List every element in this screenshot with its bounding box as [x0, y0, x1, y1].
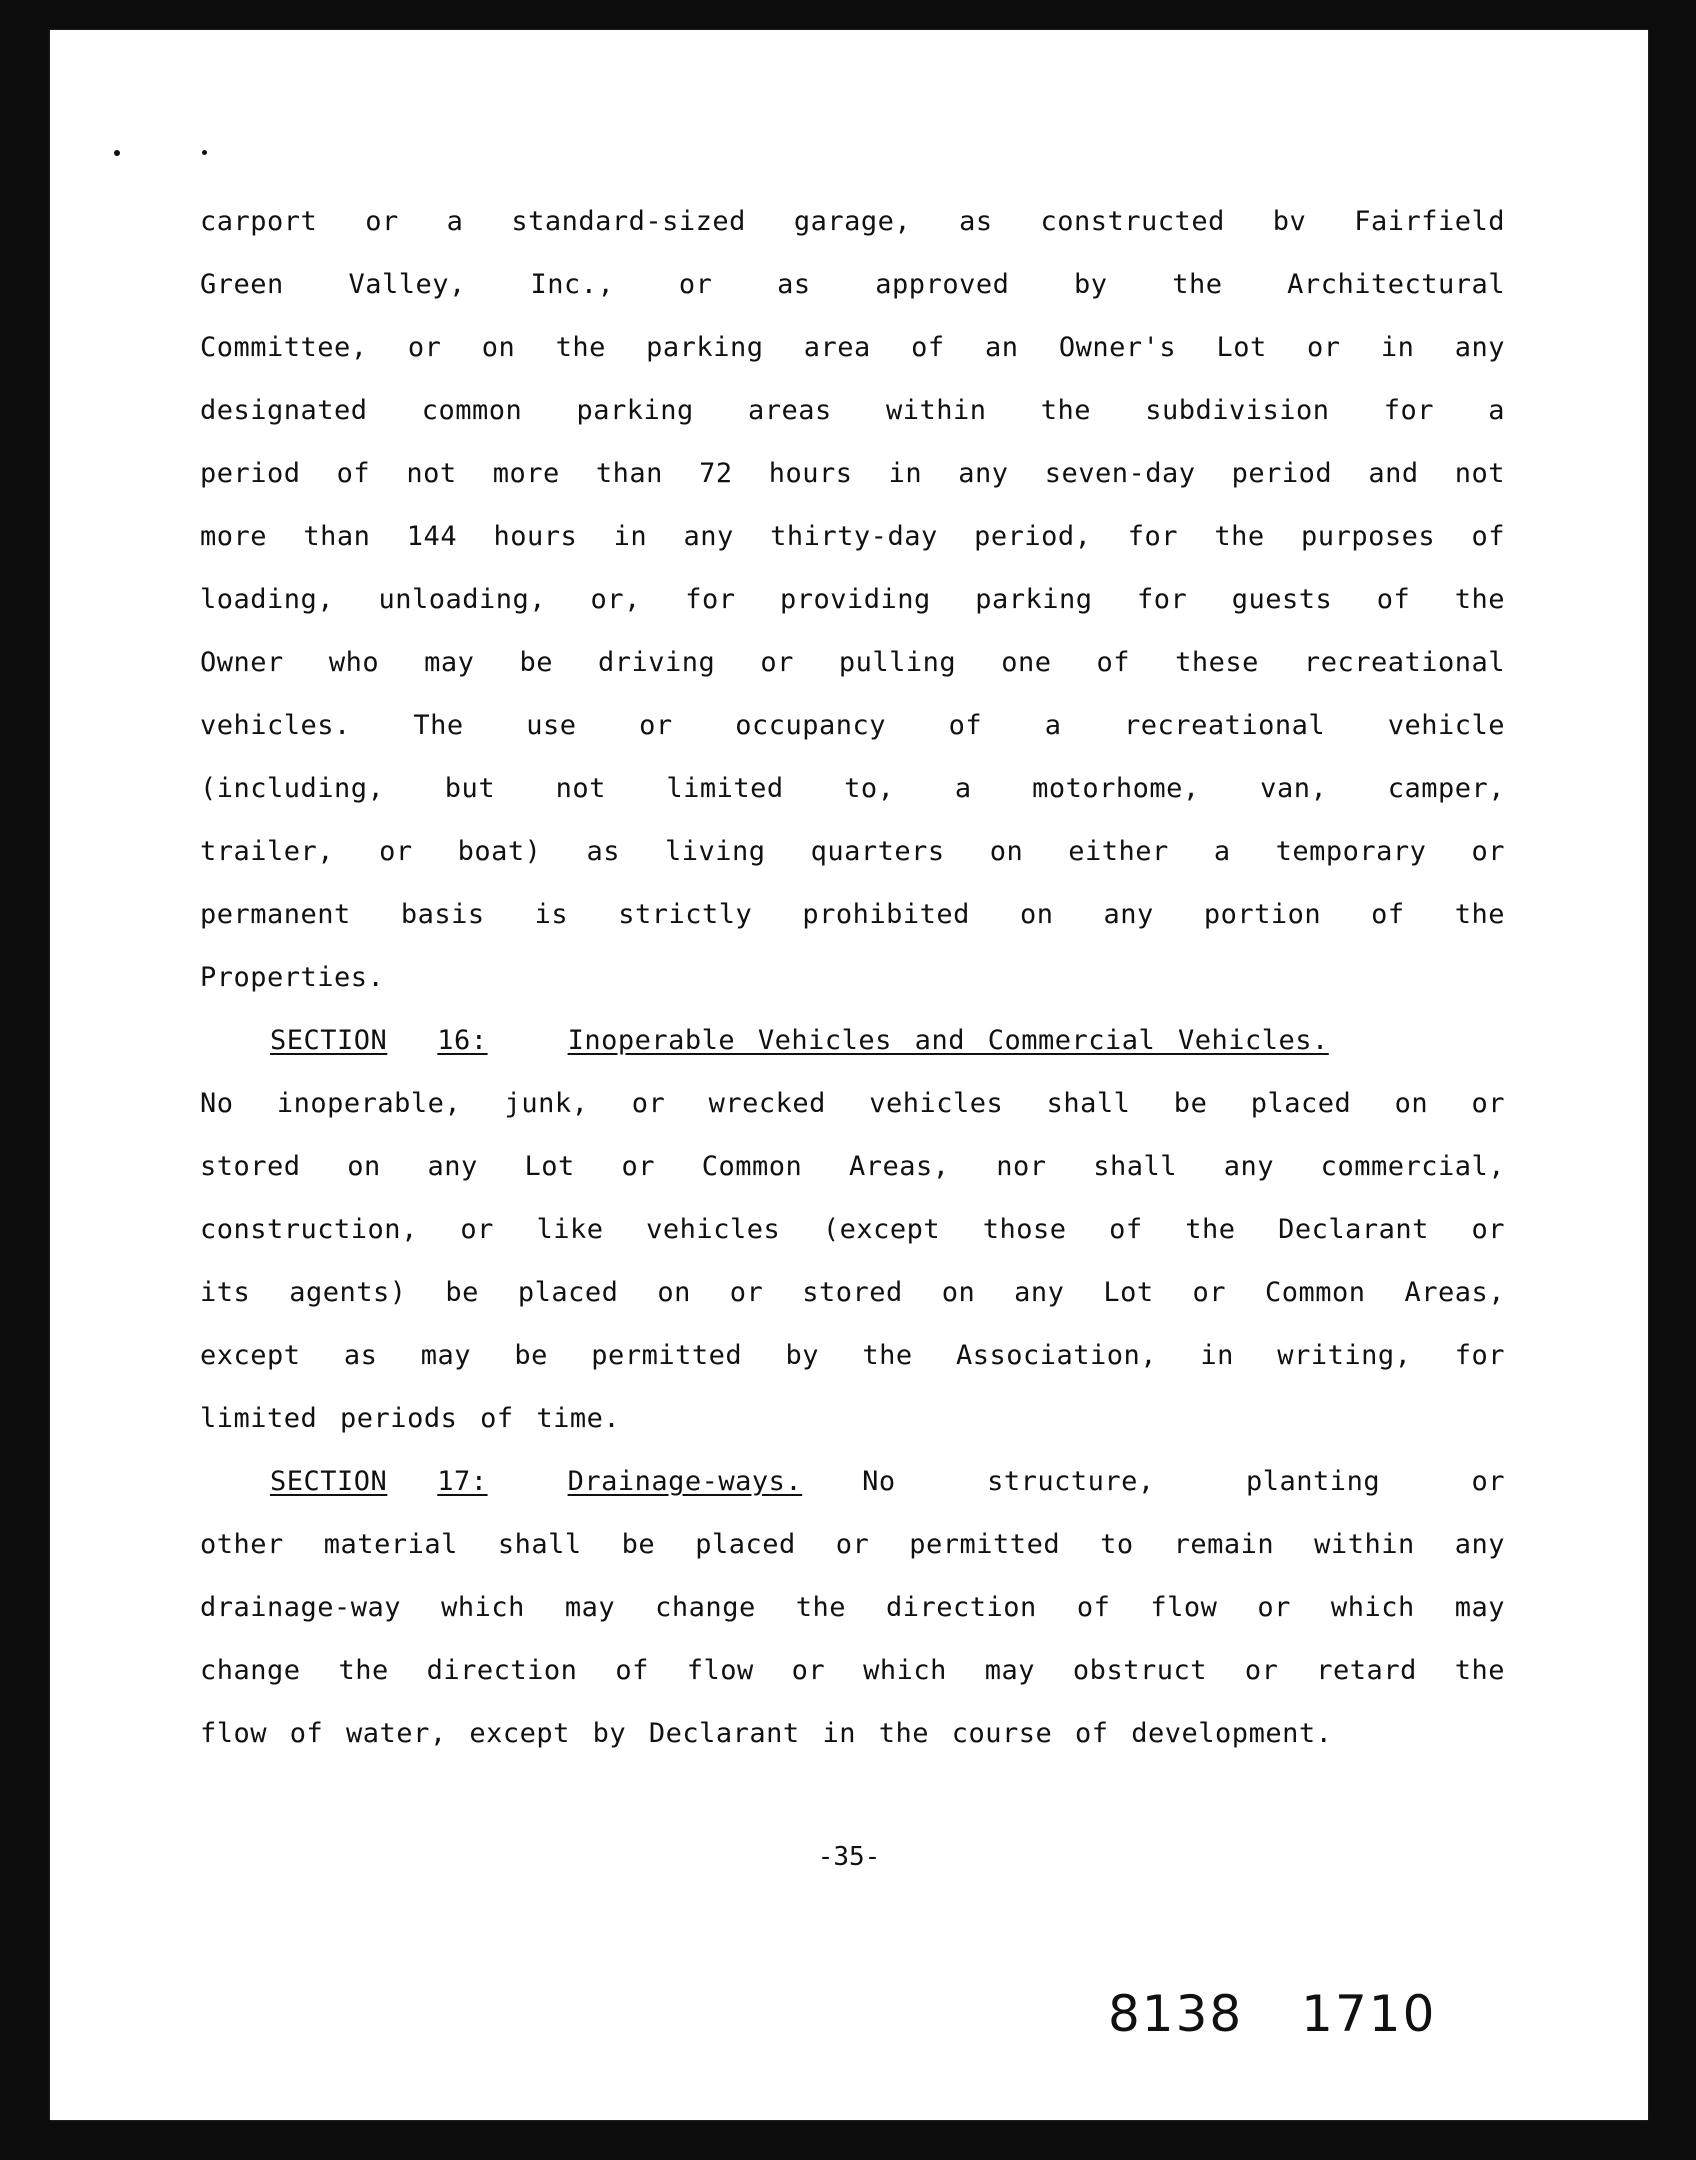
section-line: except as may be permitted by the Association, in writing, for: [200, 1340, 1505, 1371]
document-body: [200, 190, 1505, 1765]
section-number: 16:: [437, 1025, 488, 1056]
section-label: SECTION: [270, 1466, 388, 1497]
section-heading: [200, 1009, 1505, 1072]
section-line: stored on any Lot or Common Areas, nor shall any commercial,: [200, 1151, 1505, 1182]
paragraph-line: trailer, or boat) as living quarters on either a temporary or: [200, 836, 1505, 867]
section-line: drainage-way which may change the direction of flow or which may: [200, 1592, 1505, 1623]
scan-speck: [114, 150, 120, 156]
section-heading: [200, 1450, 1505, 1513]
section-line: its agents) be placed on or stored on any Lot or Common Areas,: [200, 1277, 1505, 1308]
paragraph-line: designated common parking areas within the subdivision for a: [200, 395, 1505, 426]
scan-speck: [202, 150, 207, 155]
section-line: construction, or like vehicles (except those of the Declarant or: [200, 1214, 1505, 1245]
section-line: change the direction of flow or which may obstruct or retard the: [200, 1655, 1505, 1686]
page-number: -35-: [817, 1842, 881, 1872]
paragraph-line: loading, unloading, or, for providing parking for guests of the: [200, 584, 1505, 615]
paragraph-line: period of not more than 72 hours in any seven-day period and not: [200, 458, 1505, 489]
continued-paragraph: [200, 190, 1505, 1009]
section-line: other material shall be placed or permitted to remain within any: [200, 1529, 1505, 1560]
section-title: Drainage-ways.: [567, 1466, 803, 1497]
document-number: 8138 1710: [1108, 1985, 1437, 2043]
section-first-line-text: No structure, planting or: [862, 1466, 1505, 1497]
paragraph-line: carport or a standard-sized garage, as constructed bv Fairfield: [200, 206, 1505, 237]
paragraph-line: Owner who may be driving or pulling one of these recreational: [200, 647, 1505, 678]
paragraph-line: Committee, or on the parking area of an Owner's Lot or in any: [200, 332, 1505, 363]
section-line: No inoperable, junk, or wrecked vehicles shall be placed on or: [200, 1088, 1505, 1119]
section-line: limited periods of time.: [200, 1403, 621, 1434]
paragraph-line: Properties.: [200, 962, 385, 993]
section-line: flow of water, except by Declarant in the course of development.: [200, 1718, 1333, 1749]
section-label: SECTION: [270, 1025, 388, 1056]
section-number: 17:: [437, 1466, 488, 1497]
section-17: [200, 1450, 1505, 1765]
paragraph-line: more than 144 hours in any thirty-day period, for the purposes of: [200, 521, 1505, 552]
document-page: [50, 30, 1648, 2120]
paragraph-line: Green Valley, Inc., or as approved by the Architectural: [200, 269, 1505, 300]
section-title: Inoperable Vehicles and Commercial Vehicles.: [567, 1025, 1329, 1056]
paragraph-line: vehicles. The use or occupancy of a recreational vehicle: [200, 710, 1505, 741]
paragraph-line: (including, but not limited to, a motorhome, van, camper,: [200, 773, 1505, 804]
section-16: [200, 1009, 1505, 1450]
paragraph-line: permanent basis is strictly prohibited on any portion of the: [200, 899, 1505, 930]
